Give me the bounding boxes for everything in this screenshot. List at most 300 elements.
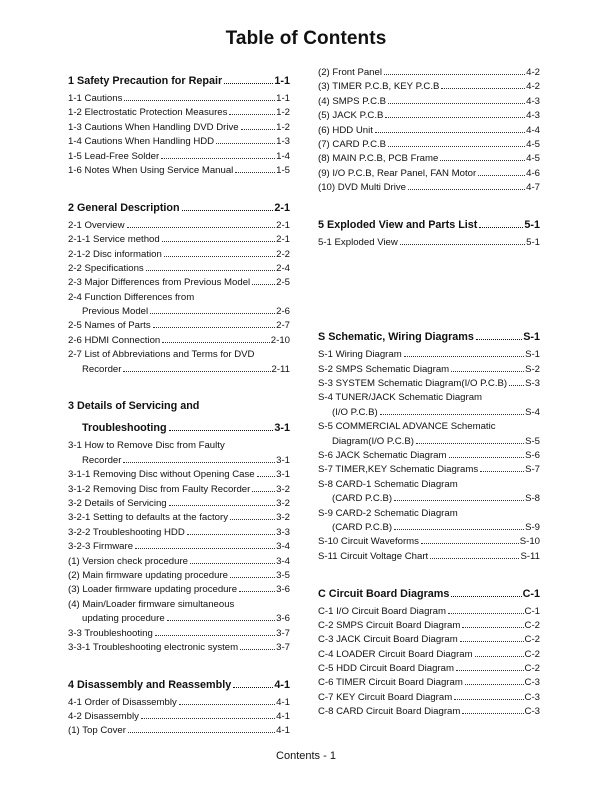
dot-leader bbox=[233, 687, 273, 688]
toc-spacer bbox=[318, 279, 540, 293]
toc-spacer bbox=[318, 250, 540, 264]
toc-entry-title: S-4 TUNER/JACK Schematic Diagram bbox=[318, 392, 483, 404]
dot-leader bbox=[216, 143, 275, 144]
toc-entry-title: 4 Disassembly and Reassembly bbox=[68, 678, 232, 691]
toc-entry bbox=[318, 463, 540, 477]
toc-page-number: 2-1 bbox=[276, 219, 290, 231]
toc-entry bbox=[318, 619, 540, 633]
toc-section-heading bbox=[318, 583, 540, 605]
dot-leader bbox=[509, 385, 524, 386]
dot-leader bbox=[141, 718, 275, 719]
toc-entry bbox=[318, 507, 540, 521]
toc-page-number: S-6 bbox=[525, 449, 540, 461]
toc-entry-title: 2-6 HDMI Connection bbox=[68, 334, 161, 346]
toc-page-number: C-2 bbox=[524, 634, 540, 646]
dot-leader bbox=[375, 132, 525, 133]
dot-leader bbox=[162, 241, 275, 242]
dot-leader bbox=[135, 548, 275, 549]
toc-page-number: 5-1 bbox=[524, 218, 540, 231]
toc-entry-title: 4-2 Disassembly bbox=[68, 711, 139, 723]
toc-entry bbox=[68, 497, 290, 511]
dot-leader bbox=[380, 414, 524, 415]
toc-entry-title: S-1 Wiring Diagram bbox=[318, 349, 402, 361]
toc-section-heading bbox=[318, 214, 540, 236]
toc-page-number: 3-4 bbox=[276, 555, 290, 567]
toc-page-number: 2-6 bbox=[276, 306, 290, 318]
dot-leader bbox=[400, 244, 525, 245]
toc-entry-title: (6) HDD Unit bbox=[318, 124, 373, 136]
dot-leader bbox=[388, 146, 525, 147]
page-footer: Contents - 1 bbox=[276, 750, 336, 762]
toc-entry bbox=[68, 511, 290, 525]
toc-page-number: 3-1 bbox=[276, 454, 290, 466]
toc-page-number: 5-1 bbox=[526, 236, 540, 248]
toc-entry bbox=[318, 691, 540, 705]
toc-entry bbox=[68, 348, 290, 362]
toc-entry-title: 3-1 How to Remove Disc from Faulty bbox=[68, 440, 225, 452]
toc-entry bbox=[318, 521, 540, 535]
toc-page-number: 2-7 bbox=[276, 320, 290, 332]
toc-page-number: 2-5 bbox=[276, 277, 290, 289]
toc-page-number: C-3 bbox=[524, 706, 540, 718]
dot-leader bbox=[465, 684, 524, 685]
toc-page-number: 2-2 bbox=[276, 248, 290, 260]
dot-leader bbox=[190, 563, 275, 564]
toc-entry bbox=[68, 612, 290, 626]
toc-page-number: 3-6 bbox=[276, 613, 290, 625]
toc-entry bbox=[318, 478, 540, 492]
dot-leader bbox=[257, 476, 275, 477]
toc-page-number: 4-6 bbox=[526, 167, 540, 179]
toc-entry bbox=[318, 377, 540, 391]
dot-leader bbox=[475, 656, 524, 657]
toc-entry-title: 1-6 Notes When Using Service Manual bbox=[68, 164, 234, 176]
toc-entry-title: C-1 I/O Circuit Board Diagram bbox=[318, 605, 446, 617]
toc-page-number: 4-3 bbox=[526, 110, 540, 122]
dot-leader bbox=[161, 158, 275, 159]
toc-page-number: S-10 bbox=[519, 536, 540, 548]
toc-entry bbox=[318, 420, 540, 434]
toc-entry-title: S Schematic, Wiring Diagrams bbox=[318, 331, 474, 344]
toc-entry bbox=[68, 319, 290, 333]
toc-page-number: 4-1 bbox=[274, 678, 290, 691]
toc-entry-title: 2-3 Major Differences from Previous Model bbox=[68, 277, 251, 289]
toc-entry bbox=[68, 291, 290, 305]
toc-entry-title: (I/O P.C.B) bbox=[332, 406, 378, 418]
toc-entry bbox=[68, 276, 290, 290]
toc-entry bbox=[318, 492, 540, 506]
toc-spacer bbox=[68, 178, 290, 192]
toc-page-number: 4-5 bbox=[526, 138, 540, 150]
toc-page-number: 2-11 bbox=[271, 363, 290, 375]
toc-entry-title: S-7 TIMER,KEY Schematic Diagrams bbox=[318, 464, 479, 476]
toc-entry-title: 3 Details of Servicing and bbox=[68, 400, 200, 413]
toc-entry-title: 1-1 Cautions bbox=[68, 93, 123, 104]
dot-leader bbox=[416, 443, 524, 444]
toc-entry-title: (CARD P.C.B) bbox=[332, 493, 393, 505]
toc-spacer bbox=[318, 308, 540, 322]
dot-leader bbox=[448, 613, 524, 614]
toc-page-number: 4-7 bbox=[526, 182, 540, 194]
toc-entry-title: 1 Safety Precaution for Repair bbox=[68, 75, 223, 87]
toc-page-number: 2-1 bbox=[274, 201, 290, 214]
toc-entry bbox=[318, 633, 540, 647]
toc-entry bbox=[318, 363, 540, 377]
toc-entry bbox=[318, 662, 540, 676]
dot-leader bbox=[451, 596, 521, 597]
dot-leader bbox=[123, 371, 270, 372]
toc-entry bbox=[318, 236, 540, 250]
dot-leader bbox=[480, 471, 524, 472]
toc-page-number: 3-1 bbox=[274, 422, 290, 435]
dot-leader bbox=[241, 129, 275, 130]
toc-entry bbox=[318, 406, 540, 420]
toc-entry-title: S-3 SYSTEM Schematic Diagram(I/O P.C.B) bbox=[318, 378, 508, 390]
toc-entry-title: C-2 SMPS Circuit Board Diagram bbox=[318, 619, 461, 631]
toc-entry bbox=[318, 391, 540, 405]
toc-spacer bbox=[318, 564, 540, 578]
dot-leader bbox=[229, 114, 275, 115]
dot-leader bbox=[155, 635, 275, 636]
dot-leader bbox=[449, 457, 525, 458]
toc-page-number: 3-6 bbox=[276, 584, 290, 596]
toc-entry-title: 3-3 Troubleshooting bbox=[68, 627, 153, 639]
toc-page-number: S-5 bbox=[525, 435, 540, 447]
toc-entry-title: 3-1-2 Removing Disc from Faulty Recorder bbox=[68, 483, 251, 495]
toc-entry-title: S-6 JACK Schematic Diagram bbox=[318, 449, 447, 461]
dot-leader bbox=[235, 172, 275, 173]
toc-entry bbox=[318, 648, 540, 662]
toc-entry-title: 3-2-1 Setting to defaults at the factory bbox=[68, 512, 228, 524]
dot-leader bbox=[153, 327, 275, 328]
toc-entry bbox=[68, 164, 290, 178]
toc-entry-title: C-7 KEY Circuit Board Diagram bbox=[318, 691, 453, 703]
toc-entry-title: S-10 Circuit Waveforms bbox=[318, 536, 419, 548]
toc-page-number: 1-1 bbox=[274, 75, 290, 87]
toc-entry bbox=[68, 468, 290, 482]
dot-leader bbox=[421, 543, 519, 544]
toc-entry-title: (7) CARD P.C.B bbox=[318, 138, 387, 150]
dot-leader bbox=[187, 534, 275, 535]
toc-entry-title: Troubleshooting bbox=[82, 422, 167, 435]
dot-leader bbox=[456, 670, 524, 671]
toc-entry bbox=[318, 348, 540, 362]
toc-entry bbox=[318, 138, 540, 152]
toc-entry-title: 3-2-2 Troubleshooting HDD bbox=[68, 526, 185, 538]
toc-entry-title: S-8 CARD-1 Schematic Diagram bbox=[318, 478, 458, 490]
dot-leader bbox=[394, 529, 524, 530]
toc-page-number: C-3 bbox=[524, 677, 540, 689]
toc-entry bbox=[318, 605, 540, 619]
toc-entry bbox=[68, 305, 290, 319]
toc-section-heading bbox=[68, 70, 290, 92]
toc-entry-title: 3-1-1 Removing Disc without Opening Case bbox=[68, 469, 255, 481]
toc-right-column bbox=[318, 66, 540, 720]
toc-entry bbox=[318, 449, 540, 463]
toc-entry-title: 5 Exploded View and Parts List bbox=[318, 218, 478, 231]
toc-entry-title: 2-7 List of Abbreviations and Terms for DVD bbox=[68, 349, 255, 361]
dot-leader bbox=[146, 270, 275, 271]
toc-page-number: S-11 bbox=[520, 550, 540, 562]
toc-entry-title: 2-1-1 Service method bbox=[68, 234, 160, 246]
toc-entry-title: (5) JACK P.C.B bbox=[318, 110, 384, 122]
dot-leader bbox=[252, 491, 275, 492]
dot-leader bbox=[127, 227, 276, 228]
toc-page-number: 1-3 bbox=[276, 136, 290, 148]
dot-leader bbox=[230, 577, 275, 578]
dot-leader bbox=[164, 256, 275, 257]
toc-page-number: S-9 bbox=[525, 521, 540, 533]
toc-page-number: 4-5 bbox=[526, 153, 540, 165]
dot-leader bbox=[179, 704, 275, 705]
toc-entry bbox=[68, 248, 290, 262]
toc-section-heading bbox=[68, 197, 290, 219]
toc-entry-title: Recorder bbox=[82, 363, 122, 375]
toc-page-number: 1-1 bbox=[276, 93, 290, 104]
toc-entry-title: 2 General Description bbox=[68, 201, 180, 214]
toc-entry bbox=[68, 526, 290, 540]
dot-leader bbox=[384, 74, 525, 75]
toc-page-number: 4-2 bbox=[526, 81, 540, 93]
dot-leader bbox=[476, 339, 522, 340]
toc-entry-title: 2-5 Names of Parts bbox=[68, 320, 151, 332]
toc-section-heading bbox=[68, 395, 290, 417]
toc-entry-title: (3) Loader firmware updating procedure bbox=[68, 584, 238, 596]
toc-page-number: C-2 bbox=[524, 648, 540, 660]
toc-entry-title: 1-2 Electrostatic Protection Measures bbox=[68, 107, 228, 119]
toc-page-number: 1-5 bbox=[276, 164, 290, 176]
toc-entry bbox=[68, 598, 290, 612]
toc-section-heading bbox=[68, 417, 290, 439]
toc-entry bbox=[68, 92, 290, 106]
toc-page-number: S-1 bbox=[523, 331, 540, 344]
toc-entry-title: (9) I/O P.C.B, Rear Panel, FAN Motor bbox=[318, 167, 477, 179]
toc-entry-title: 3-2-3 Firmware bbox=[68, 541, 134, 553]
toc-entry-title: 2-1-2 Disc information bbox=[68, 248, 162, 260]
toc-section-heading bbox=[318, 326, 540, 348]
dot-leader bbox=[430, 558, 519, 559]
toc-entry-title: S-9 CARD-2 Schematic Diagram bbox=[318, 507, 458, 519]
toc-entry-title: C Circuit Board Diagrams bbox=[318, 587, 450, 600]
toc-entry-title: 2-1 Overview bbox=[68, 219, 125, 231]
toc-page-number: 1-2 bbox=[276, 107, 290, 119]
dot-leader bbox=[128, 732, 275, 733]
toc-entry bbox=[68, 233, 290, 247]
toc-entry bbox=[68, 555, 290, 569]
toc-entry-title: (3) TIMER P.C.B, KEY P.C.B bbox=[318, 81, 440, 93]
toc-page-number: C-1 bbox=[524, 605, 540, 617]
dot-leader bbox=[162, 342, 270, 343]
toc-spacer bbox=[318, 293, 540, 307]
dot-leader bbox=[150, 313, 275, 314]
toc-page-number: 3-2 bbox=[276, 512, 290, 524]
dot-leader bbox=[182, 210, 274, 211]
toc-page-number: 2-4 bbox=[276, 262, 290, 274]
toc-page-number: S-8 bbox=[525, 493, 540, 505]
toc-entry bbox=[68, 710, 290, 724]
toc-spacer bbox=[68, 655, 290, 669]
toc-entry bbox=[68, 483, 290, 497]
toc-entry-title: 3-3-1 Troubleshooting electronic system bbox=[68, 641, 239, 653]
toc-entry bbox=[318, 705, 540, 719]
toc-page-number: 4-1 bbox=[276, 725, 290, 737]
toc-entry bbox=[68, 106, 290, 120]
toc-page-number: C-3 bbox=[524, 691, 540, 703]
toc-entry bbox=[68, 569, 290, 583]
toc-entry bbox=[68, 454, 290, 468]
toc-entry bbox=[68, 724, 290, 738]
toc-entry-title: 1-4 Cautions When Handling HDD bbox=[68, 136, 215, 148]
toc-spacer bbox=[68, 377, 290, 391]
toc-page-number: 3-7 bbox=[276, 627, 290, 639]
toc-page-number: 3-4 bbox=[276, 541, 290, 553]
toc-entry bbox=[318, 152, 540, 166]
toc-entry bbox=[68, 696, 290, 710]
toc-page-number: 3-2 bbox=[276, 483, 290, 495]
toc-page-number: 4-1 bbox=[276, 711, 290, 723]
toc-entry bbox=[68, 627, 290, 641]
toc-page-number: S-4 bbox=[525, 406, 540, 418]
dot-leader bbox=[462, 627, 523, 628]
toc-entry-title: Diagram(I/O P.C.B) bbox=[332, 435, 414, 447]
dot-leader bbox=[388, 103, 525, 104]
toc-entry-title: 4-1 Order of Disassembly bbox=[68, 696, 177, 708]
dot-leader bbox=[454, 699, 523, 700]
toc-entry-title: Previous Model bbox=[82, 306, 149, 318]
dot-leader bbox=[240, 649, 275, 650]
toc-page-number: 4-4 bbox=[526, 124, 540, 136]
toc-page-number: C-2 bbox=[524, 663, 540, 675]
toc-page-number: 4-1 bbox=[276, 696, 290, 708]
dot-leader bbox=[479, 227, 523, 228]
dot-leader bbox=[404, 356, 524, 357]
toc-entry bbox=[318, 109, 540, 123]
toc-entry bbox=[318, 66, 540, 80]
dot-leader bbox=[167, 620, 275, 621]
toc-entry bbox=[68, 540, 290, 554]
toc-page-number: S-2 bbox=[525, 363, 540, 375]
dot-leader bbox=[224, 83, 273, 84]
toc-entry bbox=[68, 150, 290, 164]
toc-entry-title: (2) Front Panel bbox=[318, 67, 382, 78]
toc-entry-title: C-3 JACK Circuit Board Diagram bbox=[318, 634, 458, 646]
toc-left-column bbox=[68, 66, 290, 739]
toc-page-number: 3-1 bbox=[276, 469, 290, 481]
toc-entry-title: 5-1 Exploded View bbox=[318, 236, 398, 248]
toc-section-heading bbox=[68, 674, 290, 696]
toc-entry bbox=[318, 124, 540, 138]
toc-entry-title: (2) Main firmware updating procedure bbox=[68, 569, 228, 581]
toc-entry bbox=[318, 95, 540, 109]
toc-page-number: 3-3 bbox=[276, 526, 290, 538]
toc-page-number: 3-2 bbox=[276, 497, 290, 509]
toc-entry bbox=[318, 167, 540, 181]
toc-page-number: 2-10 bbox=[270, 334, 290, 346]
toc-entry bbox=[68, 363, 290, 377]
toc-entry bbox=[318, 535, 540, 549]
toc-spacer bbox=[318, 196, 540, 210]
toc-spacer bbox=[318, 265, 540, 279]
toc-entry-title: C-8 CARD Circuit Board Diagram bbox=[318, 706, 461, 718]
toc-entry-title: (8) MAIN P.C.B, PCB Frame bbox=[318, 153, 439, 165]
toc-entry bbox=[68, 641, 290, 655]
toc-page-number: 4-2 bbox=[526, 67, 540, 78]
toc-page-number: S-3 bbox=[525, 378, 540, 390]
toc-entry bbox=[68, 334, 290, 348]
dot-leader bbox=[451, 371, 524, 372]
toc-entry-title: (4) Main/Loader firmware simultaneous bbox=[68, 598, 235, 610]
toc-page-number: 3-5 bbox=[276, 569, 290, 581]
toc-entry-title: 1-3 Cautions When Handling DVD Drive bbox=[68, 121, 239, 133]
dot-leader bbox=[441, 88, 525, 89]
dot-leader bbox=[230, 519, 275, 520]
toc-entry-title: S-11 Circuit Voltage Chart bbox=[318, 550, 429, 562]
toc-entry-title: (1) Version check procedure bbox=[68, 555, 188, 567]
dot-leader bbox=[123, 462, 275, 463]
toc-entry bbox=[318, 435, 540, 449]
toc-entry-title: 2-4 Function Differences from bbox=[68, 291, 195, 303]
toc-page-number: 2-1 bbox=[276, 234, 290, 246]
toc-entry-title: Recorder bbox=[82, 454, 122, 466]
toc-entry-title: C-5 HDD Circuit Board Diagram bbox=[318, 663, 454, 675]
dot-leader bbox=[169, 505, 275, 506]
toc-page-number: 3-7 bbox=[276, 641, 290, 653]
page-title: Table of Contents bbox=[225, 28, 387, 49]
dot-leader bbox=[252, 284, 275, 285]
toc-page-number: 1-4 bbox=[276, 150, 290, 162]
toc-entry bbox=[318, 80, 540, 94]
toc-entry-title: updating procedure bbox=[82, 613, 165, 625]
toc-entry-title: 3-2 Details of Servicing bbox=[68, 497, 167, 509]
toc-entry-title: S-5 COMMERCIAL ADVANCE Schematic bbox=[318, 421, 496, 433]
dot-leader bbox=[124, 100, 275, 101]
toc-entry-title: C-6 TIMER Circuit Board Diagram bbox=[318, 677, 463, 689]
toc-page-number: S-7 bbox=[525, 464, 540, 476]
dot-leader bbox=[169, 430, 274, 431]
dot-leader bbox=[460, 641, 524, 642]
toc-entry-title: (10) DVD Multi Drive bbox=[318, 182, 406, 194]
dot-leader bbox=[408, 189, 525, 190]
toc-entry-title: (4) SMPS P.C.B bbox=[318, 95, 387, 107]
toc-entry-title: S-2 SMPS Schematic Diagram bbox=[318, 363, 450, 375]
dot-leader bbox=[239, 591, 275, 592]
toc-page-number: C-2 bbox=[524, 619, 540, 631]
dot-leader bbox=[385, 117, 525, 118]
toc-page-number: S-1 bbox=[525, 349, 540, 361]
toc-entry bbox=[318, 181, 540, 195]
toc-entry-title: 1-5 Lead-Free Solder bbox=[68, 150, 160, 162]
toc-entry-title: (1) Top Cover bbox=[68, 725, 126, 737]
toc-entry bbox=[318, 550, 540, 564]
toc-entry bbox=[68, 439, 290, 453]
toc-page-number: C-1 bbox=[522, 587, 540, 600]
dot-leader bbox=[394, 500, 524, 501]
toc-entry-title: 2-2 Specifications bbox=[68, 262, 144, 274]
toc-entry-title: (CARD P.C.B) bbox=[332, 521, 393, 533]
toc-page-number: 4-3 bbox=[526, 95, 540, 107]
toc-entry bbox=[68, 121, 290, 135]
dot-leader bbox=[440, 160, 525, 161]
toc-entry bbox=[68, 262, 290, 276]
dot-leader bbox=[478, 175, 525, 176]
toc-entry bbox=[68, 583, 290, 597]
toc-entry bbox=[68, 219, 290, 233]
toc-entry-title: C-4 LOADER Circuit Board Diagram bbox=[318, 648, 473, 660]
dot-leader bbox=[462, 713, 523, 714]
toc-entry bbox=[318, 676, 540, 690]
toc-entry bbox=[68, 135, 290, 149]
toc-page-number: 1-2 bbox=[276, 121, 290, 133]
